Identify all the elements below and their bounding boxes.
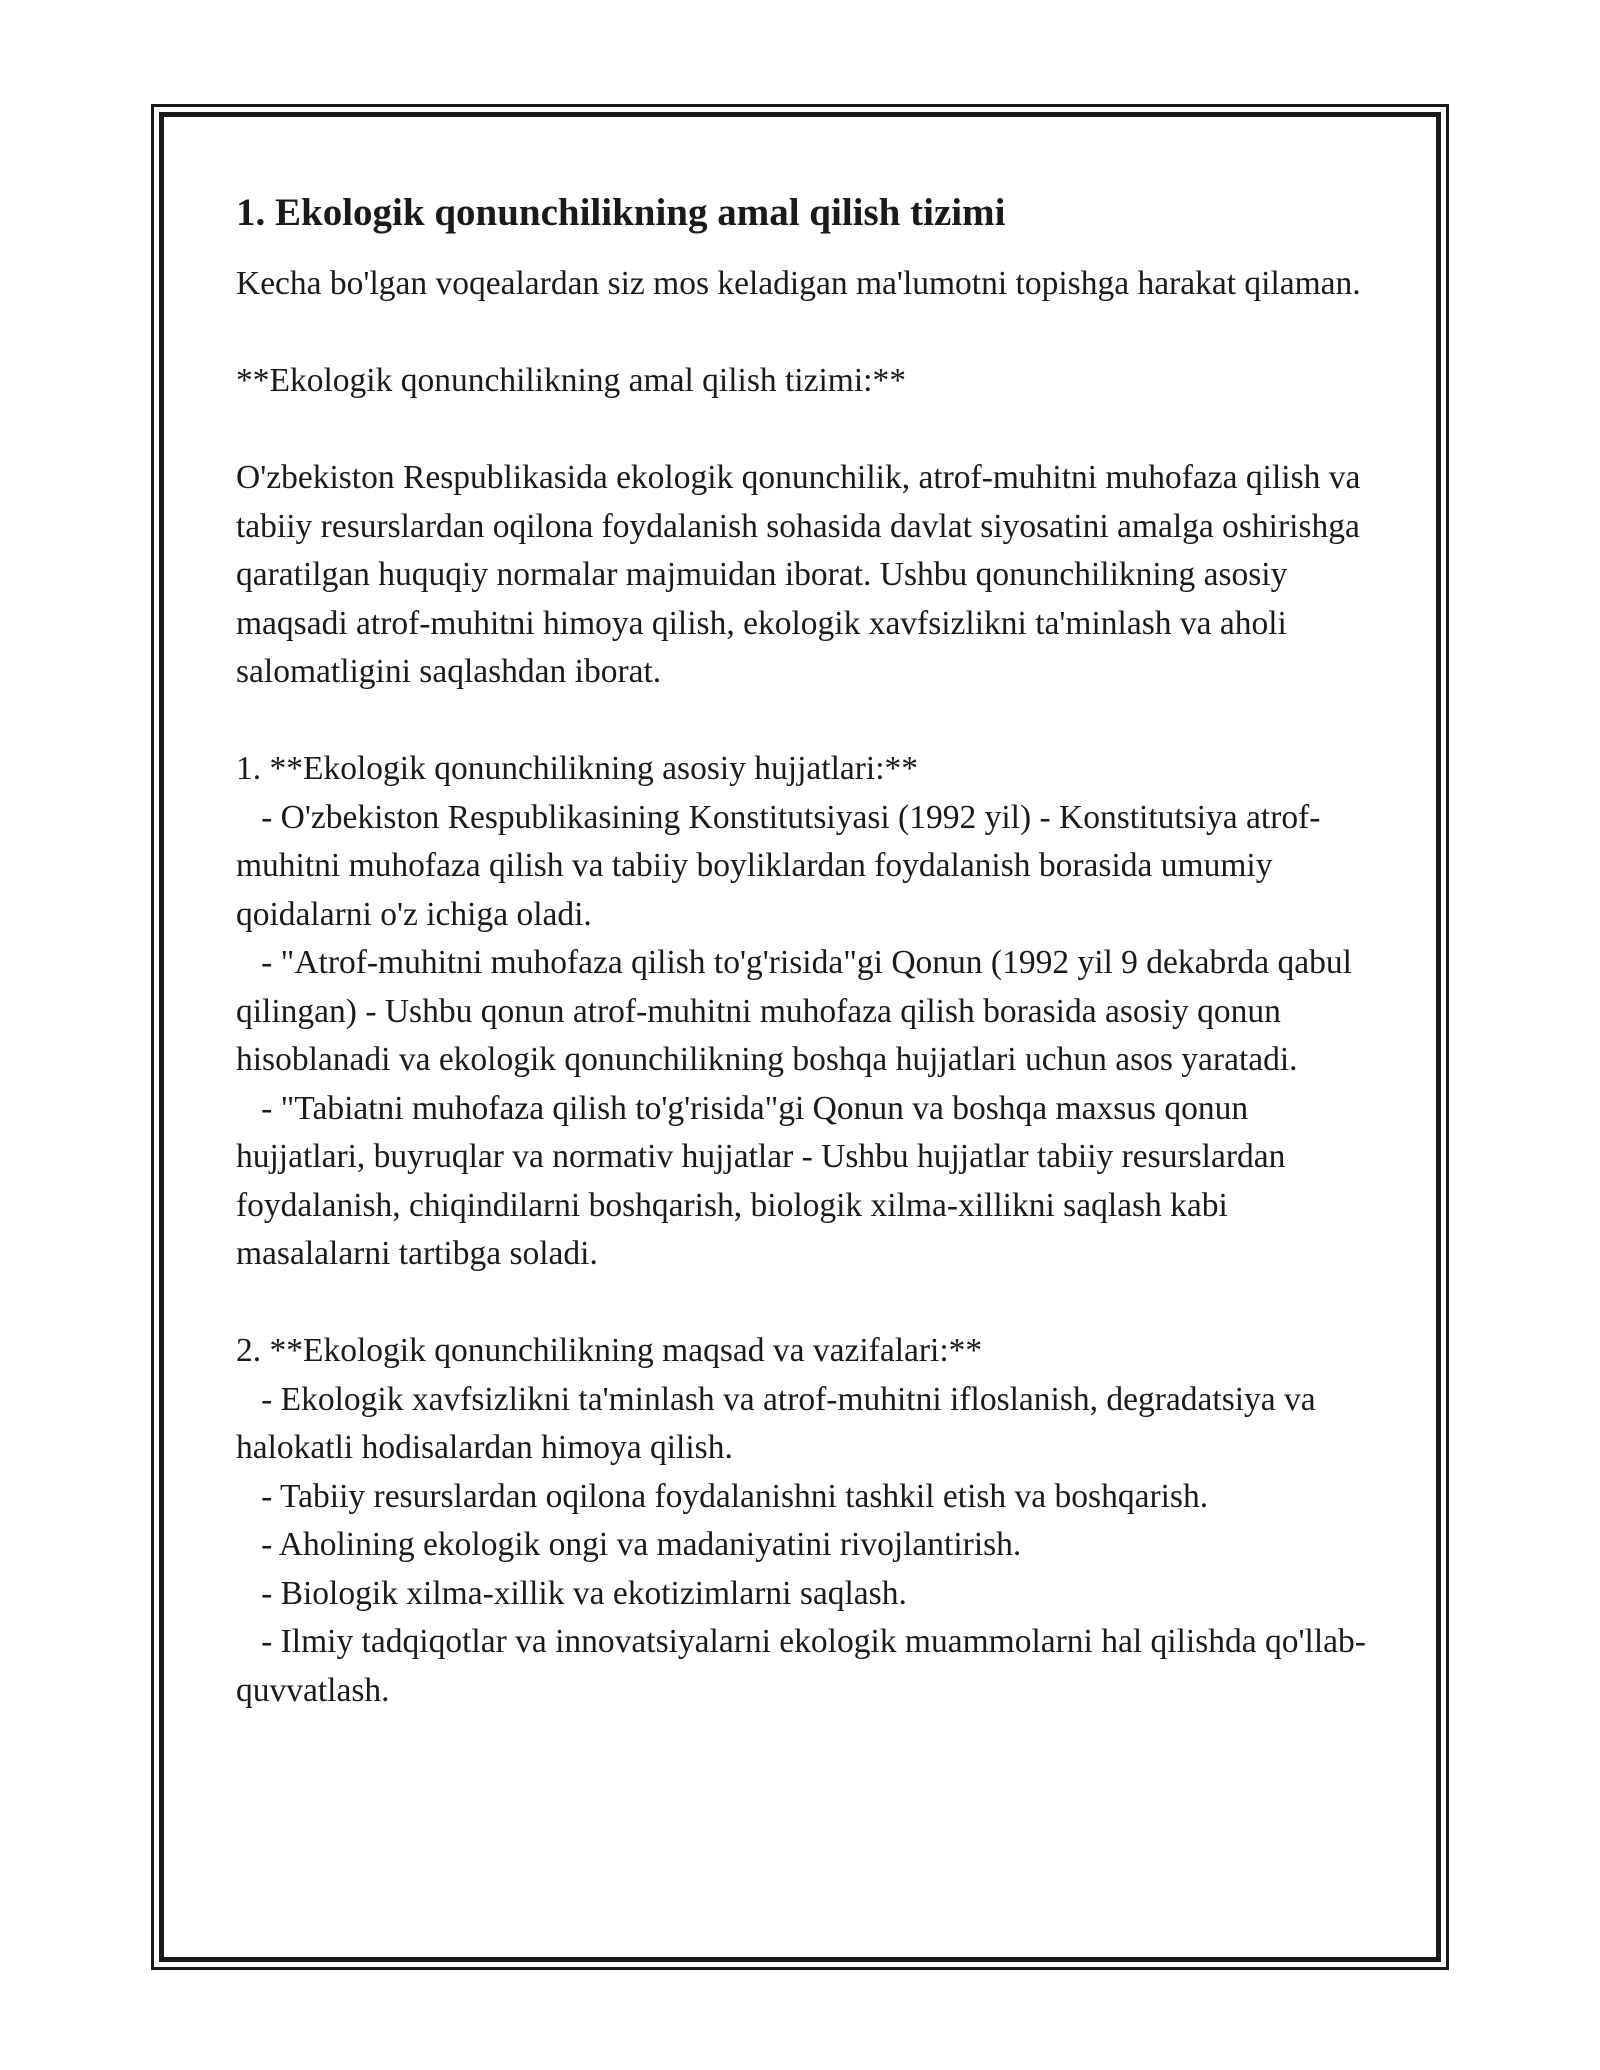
list-item: - Tabiiy resurslardan oqilona foydalanishni tashkil etish va boshqarish. [261,1477,1209,1515]
list-item: - "Atrof-muhitni muhofaza qilish to'g'risida"gi Qonun (1992 yil 9 dekabrda qabul qilingan) - Ushbu qonun atrof-muhitni muhofaza qilish borasida asosiy qonun hisoblanadi va ekologik qonunchilikning boshqa hujjatlari uchun asos yaratadi. [236,944,1352,1078]
section-documents [236,745,1376,1279]
list-item: - O'zbekiston Respublikasining Konstitutsiyasi (1992 yil) - Konstitutsiya atrof-muhitni muhofaza qilish va tabiiy boyliklardan foydalanish borasida umumiy qoidalarni o'z ichiga oladi. [236,798,1321,933]
spacer [236,1279,1376,1328]
intro-paragraph: Kecha bo'lgan voqealardan siz mos keladigan ma'lumotni topishga harakat qilaman. [236,265,1361,302]
overview-paragraph: O'zbekiston Respublikasida ekologik qonunchilik, atrof-muhitni muhofaza qilish va tabiiy resurslardan oqilona foydalanish sohasida davlat siyosatini amalga oshirishga qaratilgan huquqiy normalar majmuidan iborat. Ushbu qonunchilikning asosiy maqsadi atrof-muhitni himoya qilish, ekologik xavfsizlikni ta'minlash va aholi salomatligini saqlashdan iborat. [236,459,1361,690]
document-heading: 1. Ekologik qonunchilikning amal qilish tizimi [236,191,1006,234]
section-goals [236,1327,1376,1715]
list-item: - Ilmiy tadqiqotlar va innovatsiyalarni ekologik muammolarni hal qilishda qo'llab-quvvatlash. [236,1623,1366,1709]
subtitle-line: **Ekologik qonunchilikning amal qilish tizimi:** [236,362,906,399]
spacer [236,406,1376,455]
section-title: 1. **Ekologik qonunchilikning asosiy hujjatlari:** [236,750,919,787]
list-item: - "Tabiatni muhofaza qilish to'g'risida"gi Qonun va boshqa maxsus qonun hujjatlari, buyruqlar va normativ hujjatlar - Ushbu hujjatlar tabiiy resurslardan foydalanish, chiqindilarni boshqarish, biologik xilma-xillikni saqlash kabi masalalarni tartibga soladi. [236,1089,1286,1272]
spacer [236,309,1376,358]
list-item: - Aholining ekologik ongi va madaniyatini rivojlantirish. [261,1526,1022,1563]
list-item: - Ekologik xavfsizlikni ta'minlash va atrof-muhitni ifloslanish, degradatsiya va halokatli hodisalardan himoya qilish. [236,1380,1316,1466]
section-title: 2. **Ekologik qonunchilikning maqsad va vazifalari:** [236,1332,983,1369]
list-item: - Biologik xilma-xillik va ekotizimlarni saqlash. [261,1574,907,1612]
spacer [236,697,1376,746]
document-body [236,186,1376,1715]
